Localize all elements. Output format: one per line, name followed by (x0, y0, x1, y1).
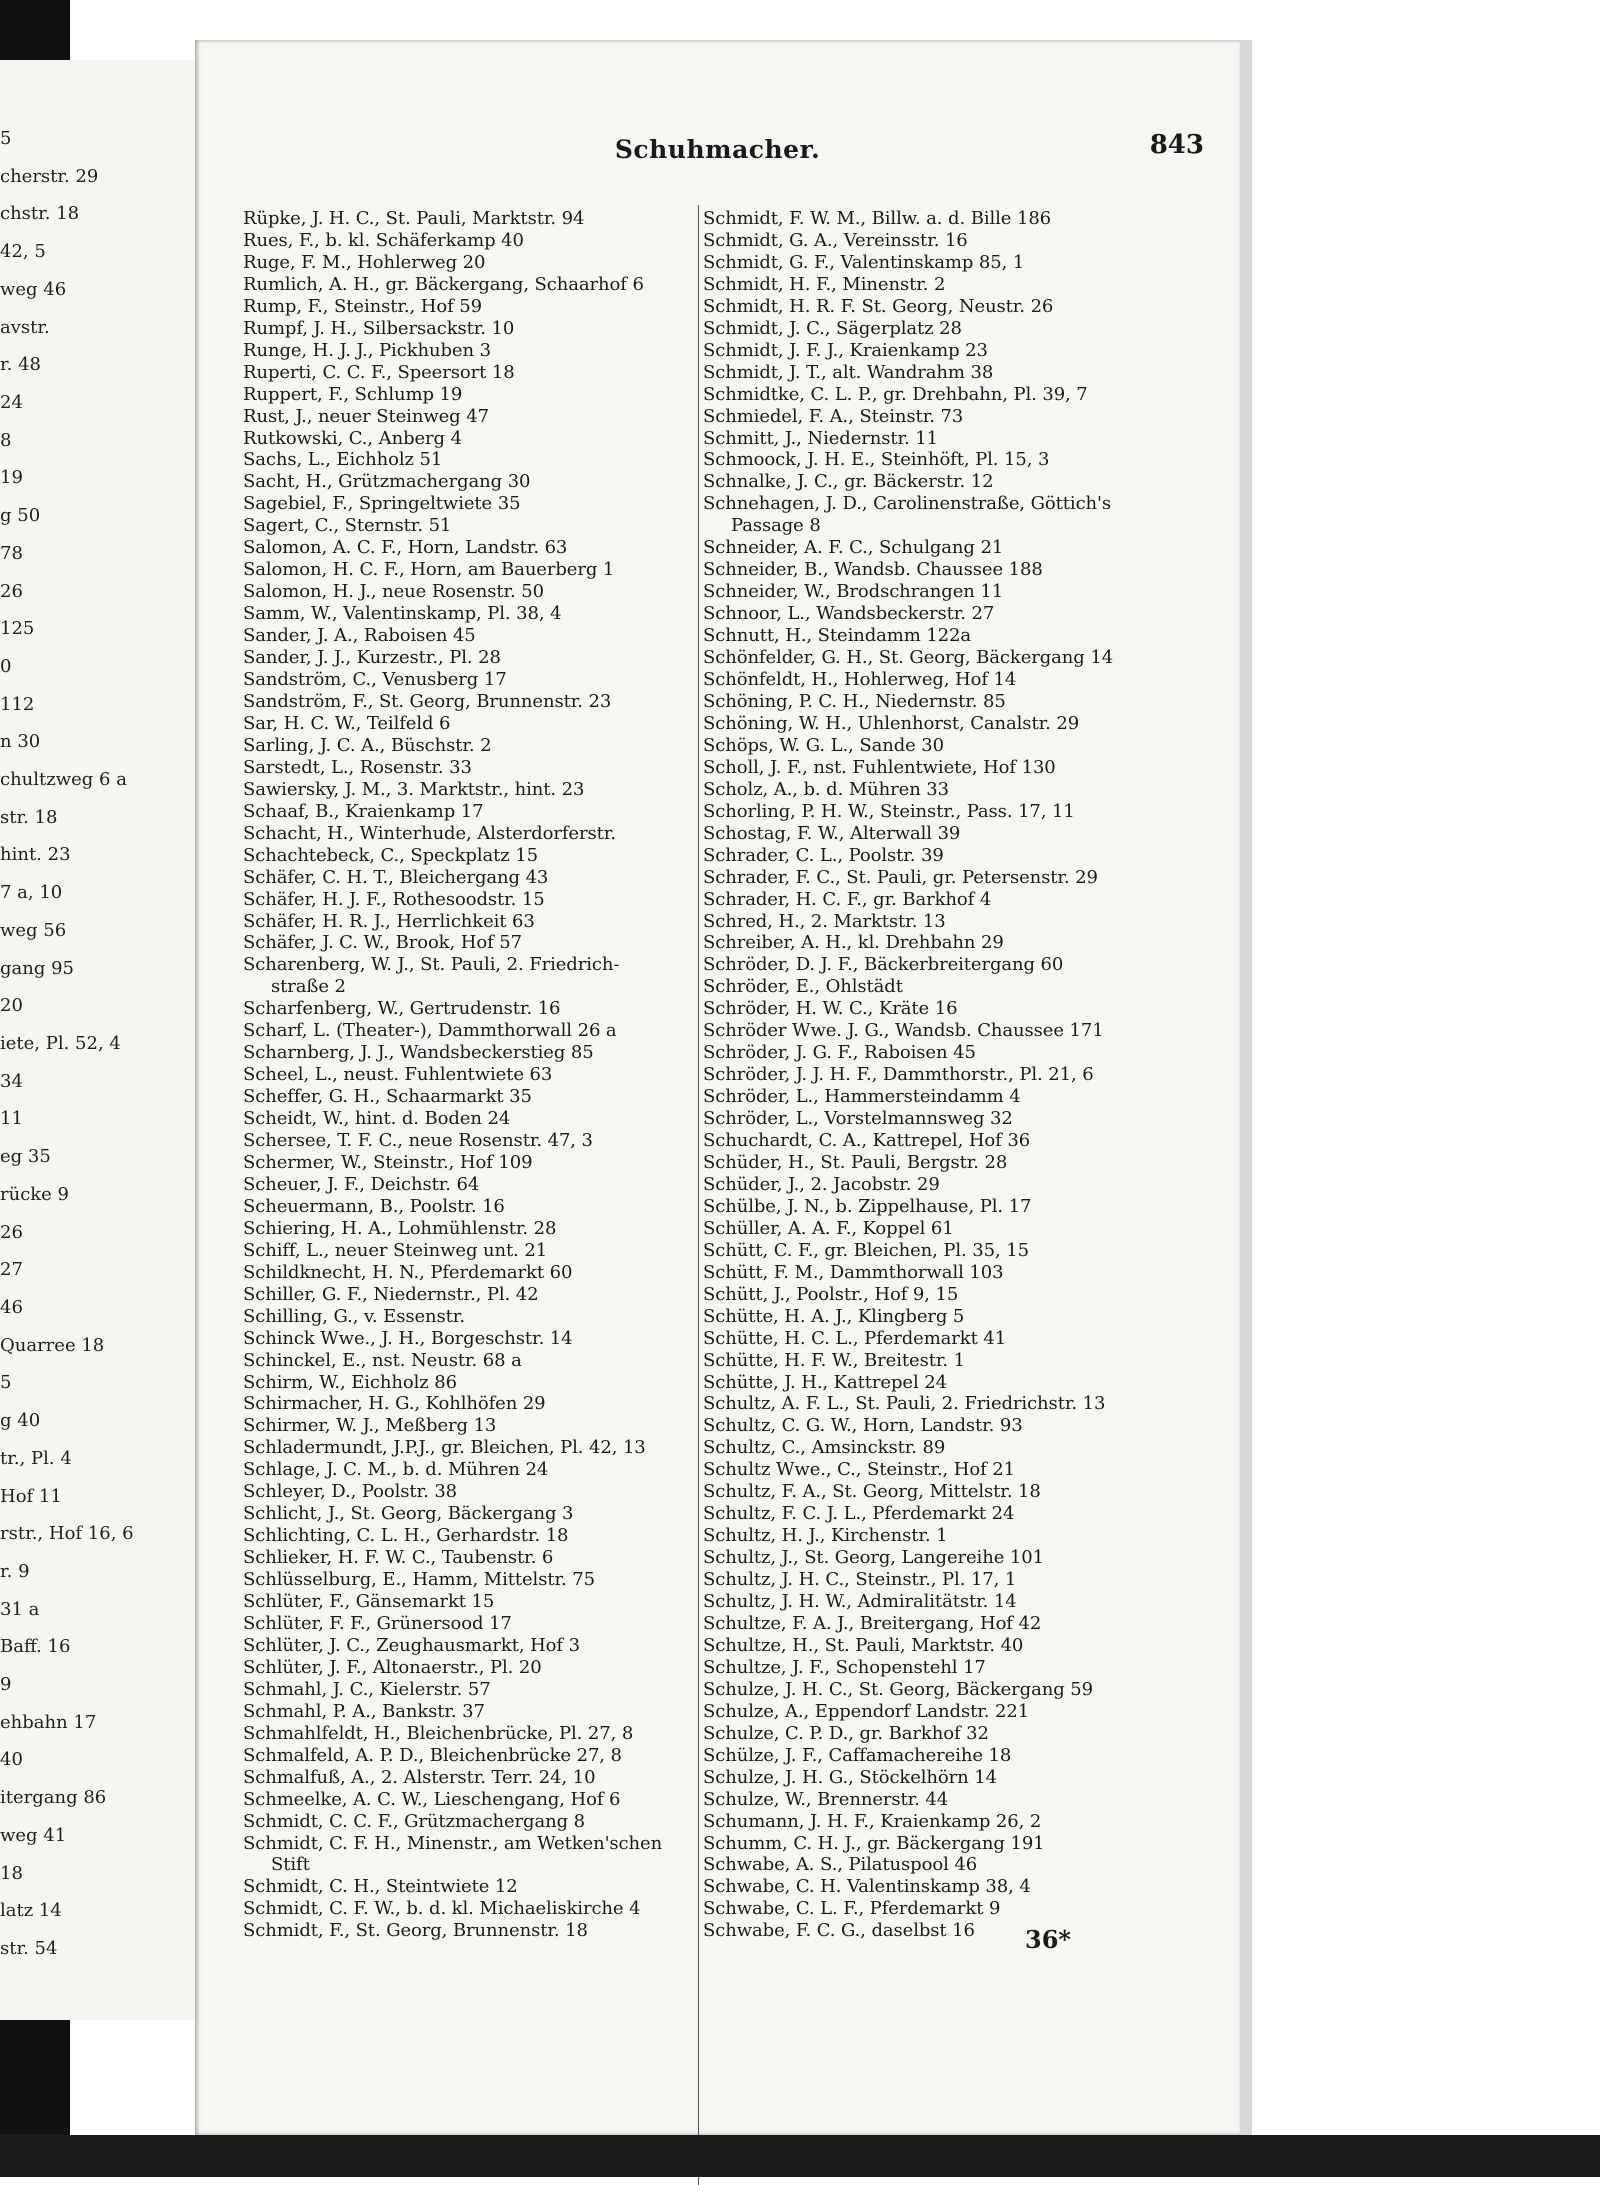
directory-entry: Schlüter, J. F., Altonaerstr., Pl. 20 (243, 1656, 542, 1678)
partial-entry-fragment: 42, 5 (0, 241, 46, 263)
directory-entry: Schrader, F. C., St. Pauli, gr. Petersenstr. 29 (703, 866, 1098, 888)
directory-entry: Schmahl, P. A., Bankstr. 37 (243, 1700, 485, 1722)
directory-entry: Schneider, A. F. C., Schulgang 21 (703, 537, 1004, 559)
directory-entry: Schäfer, H. R. J., Herrlichkeit 63 (243, 910, 535, 932)
directory-entry: Sarstedt, L., Rosenstr. 33 (243, 756, 472, 778)
directory-entry: Schrader, H. C. F., gr. Barkhof 4 (703, 888, 992, 910)
directory-entry: Schmidt, H. F., Minenstr. 2 (703, 273, 946, 295)
partial-entry-fragment: 26 (0, 1221, 23, 1243)
directory-entry: Schmidt, G. F., Valentinskamp 85, 1 (703, 251, 1025, 273)
directory-entry: Schütt, J., Poolstr., Hof 9, 15 (703, 1283, 959, 1305)
directory-entry: Sagebiel, F., Springeltwiete 35 (243, 493, 521, 515)
partial-entry-fragment: eg 35 (0, 1146, 51, 1168)
directory-entry: Schultz, F. C. J. L., Pferdemarkt 24 (703, 1503, 1015, 1525)
directory-entry: Schnehagen, J. D., Carolinenstraße, Göttich's (703, 493, 1112, 515)
directory-entry: Schwabe, C. H. Valentinskamp 38, 4 (703, 1876, 1031, 1898)
directory-entry: Schröder, D. J. F., Bäckerbreitergang 60 (703, 954, 1064, 976)
directory-entry: Schreiber, A. H., kl. Drehbahn 29 (703, 932, 1004, 954)
directory-entry: Schneider, W., Brodschrangen 11 (703, 581, 1004, 603)
partial-entry-fragment: tr., Pl. 4 (0, 1447, 72, 1469)
partial-entry-fragment: chultzweg 6 a (0, 769, 127, 791)
directory-entry: Rump, F., Steinstr., Hof 59 (243, 295, 482, 317)
directory-entry: Schultz, F. A., St. Georg, Mittelstr. 18 (703, 1481, 1041, 1503)
partial-entry-fragment: 11 (0, 1108, 23, 1130)
directory-entry: Schulze, J. H. G., Stöckelhörn 14 (703, 1766, 997, 1788)
directory-entry: Sawiersky, J. M., 3. Marktstr., hint. 23 (243, 778, 585, 800)
directory-entry: Schüder, H., St. Pauli, Bergstr. 28 (703, 1151, 1008, 1173)
directory-entry: Salomon, H. C. F., Horn, am Bauerberg 1 (243, 559, 615, 581)
directory-entry: Ruperti, C. C. F., Speersort 18 (243, 361, 515, 383)
directory-entry: Schönfeldt, H., Hohlerweg, Hof 14 (703, 669, 1017, 691)
partial-entry-fragment: Hof 11 (0, 1485, 62, 1507)
directory-entry: Schmalfeld, A. P. D., Bleichenbrücke 27, 8 (243, 1744, 622, 1766)
partial-entry-fragment: avstr. (0, 316, 50, 338)
directory-entry: Schöning, W. H., Uhlenhorst, Canalstr. 29 (703, 712, 1080, 734)
directory-entry: Schultz, J. H. C., Steinstr., Pl. 17, 1 (703, 1569, 1017, 1591)
directory-entry: Schütt, C. F., gr. Bleichen, Pl. 35, 15 (703, 1239, 1029, 1261)
partial-entry-fragment: str. 54 (0, 1938, 58, 1959)
directory-entry: Schmidt, C. H., Steintwiete 12 (243, 1876, 518, 1898)
directory-entry: Sar, H. C. W., Teilfeld 6 (243, 712, 451, 734)
partial-entry-fragment: 125 (0, 618, 35, 640)
previous-page-fragment (0, 60, 216, 2020)
partial-entry-fragment: 112 (0, 693, 35, 715)
page-number: 843 (1149, 130, 1204, 160)
partial-entry-fragment: 5 (0, 128, 12, 149)
directory-entry: Schiller, G. F., Niedernstr., Pl. 42 (243, 1283, 539, 1305)
directory-entry: Schäfer, C. H. T., Bleichergang 43 (243, 866, 549, 888)
directory-entry: Sandström, F., St. Georg, Brunnenstr. 23 (243, 690, 612, 712)
directory-entry: Schultz, C., Amsinckstr. 89 (703, 1437, 946, 1459)
directory-entry: Sachs, L., Eichholz 51 (243, 449, 443, 471)
partial-entry-fragment: weg 41 (0, 1824, 67, 1846)
partial-entry-fragment: hint. 23 (0, 844, 71, 866)
directory-entry: Schlieker, H. F. W. C., Taubenstr. 6 (243, 1547, 554, 1569)
partial-entry-fragment: r. 9 (0, 1560, 30, 1582)
partial-entry-fragment: 19 (0, 467, 23, 489)
directory-entry: Schmahl, J. C., Kielerstr. 57 (243, 1678, 491, 1700)
directory-entry: Schütte, J. H., Kattrepel 24 (703, 1371, 947, 1393)
partial-entry-fragment: 27 (0, 1259, 23, 1281)
directory-entry: Schumm, C. H. J., gr. Bäckergang 191 (703, 1832, 1045, 1854)
partial-entry-fragment: 18 (0, 1862, 23, 1884)
directory-entry: Schmidt, J. F. J., Kraienkamp 23 (703, 339, 988, 361)
page-title: Schuhmacher. (614, 135, 821, 164)
directory-entry: Schmidt, C. C. F., Grützmachergang 8 (243, 1810, 585, 1832)
partial-entry-fragment: gang 95 (0, 957, 74, 979)
directory-entry: Schuchardt, C. A., Kattrepel, Hof 36 (703, 1130, 1031, 1152)
directory-entry: Schultz, A. F. L., St. Pauli, 2. Friedrichstr. 13 (703, 1393, 1106, 1415)
directory-entry: Schmidt, G. A., Vereinsstr. 16 (703, 229, 968, 251)
partial-entry-fragment: n 30 (0, 731, 41, 753)
directory-entry: Schmahlfeldt, H., Bleichenbrücke, Pl. 27, 8 (243, 1722, 634, 1744)
partial-entry-fragment: r. 48 (0, 354, 41, 376)
directory-entry: Scharenberg, W. J., St. Pauli, 2. Friedrich- (243, 954, 620, 976)
directory-entry: Salomon, A. C. F., Horn, Landstr. 63 (243, 537, 568, 559)
directory-entry: Salomon, H. J., neue Rosenstr. 50 (243, 581, 544, 603)
directory-entry: Scheuermann, B., Poolstr. 16 (243, 1195, 505, 1217)
directory-entry: Schersee, T. F. C., neue Rosenstr. 47, 3 (243, 1130, 593, 1152)
directory-entry: Schmidtke, C. L. P., gr. Drehbahn, Pl. 39, 7 (703, 383, 1088, 405)
partial-entry-fragment: itergang 86 (0, 1787, 107, 1809)
partial-entry-fragment: 8 (0, 429, 12, 451)
partial-entry-fragment: cherstr. 29 (0, 165, 99, 187)
partial-entry-fragment: g 50 (0, 505, 41, 527)
directory-entry: Schöps, W. G. L., Sande 30 (703, 734, 944, 756)
partial-entry-fragment: 9 (0, 1674, 12, 1696)
directory-entry: Schröder Wwe. J. G., Wandsb. Chaussee 171 (703, 1020, 1104, 1042)
directory-entry: Schröder, L., Hammersteindamm 4 (703, 1086, 1021, 1108)
partial-entry-fragment: 7 a, 10 (0, 882, 63, 904)
directory-entry: Schülze, J. F., Caffamachereihe 18 (703, 1744, 1012, 1766)
directory-entry: Schmidt, H. R. F. St. Georg, Neustr. 26 (703, 295, 1054, 317)
directory-entry: Schmidt, C. F. W., b. d. kl. Michaeliskirche 4 (243, 1898, 641, 1920)
directory-entry: Schaaf, B., Kraienkamp 17 (243, 800, 484, 822)
directory-entry: Schäfer, H. J. F., Rothesoodstr. 15 (243, 888, 545, 910)
directory-entry: Schildknecht, H. N., Pferdemarkt 60 (243, 1261, 573, 1283)
directory-entry: Scholl, J. F., nst. Fuhlentwiete, Hof 130 (703, 756, 1056, 778)
directory-entry: straße 2 (271, 976, 346, 998)
directory-entry: Rüpke, J. H. C., St. Pauli, Marktstr. 94 (243, 208, 585, 229)
directory-entry: Scheel, L., neust. Fuhlentwiete 63 (243, 1064, 553, 1086)
directory-entry: Schinck Wwe., J. H., Borgeschstr. 14 (243, 1327, 573, 1349)
directory-entry: Schüder, J., 2. Jacobstr. 29 (703, 1173, 940, 1195)
directory-entry: Ruge, F. M., Hohlerweg 20 (243, 251, 486, 273)
directory-entry: Scharf, L. (Theater-), Dammthorwall 26 a (243, 1020, 617, 1042)
directory-entry: Scheuer, J. F., Deichstr. 64 (243, 1173, 480, 1195)
directory-entry: Scholz, A., b. d. Mühren 33 (703, 778, 950, 800)
page-edge (1240, 40, 1252, 2135)
partial-entry-fragment: 20 (0, 995, 23, 1017)
directory-entry: Scharfenberg, W., Gertrudenstr. 16 (243, 998, 561, 1020)
directory-entry: Schacht, H., Winterhude, Alsterdorferstr. (243, 822, 616, 844)
directory-entry: Schmitt, J., Niedernstr. 11 (703, 427, 939, 449)
directory-entry: Schulze, A., Eppendorf Landstr. 221 (703, 1700, 1030, 1722)
directory-entry: Schmidt, C. F. H., Minenstr., am Wetken'schen (243, 1832, 663, 1854)
directory-entry: Schmeelke, A. C. W., Lieschengang, Hof 6 (243, 1788, 621, 1810)
directory-entry: Schirmer, W. J., Meßberg 13 (243, 1415, 497, 1437)
directory-entry: Schred, H., 2. Marktstr. 13 (703, 910, 946, 932)
directory-entry: Samm, W., Valentinskamp, Pl. 38, 4 (243, 603, 562, 625)
left-column (243, 208, 718, 1942)
directory-entry: Scheffer, G. H., Schaarmarkt 35 (243, 1086, 532, 1108)
directory-entry: Schirmacher, H. G., Kohlhöfen 29 (243, 1393, 546, 1415)
directory-entry: Schultze, F. A. J., Breitergang, Hof 42 (703, 1613, 1042, 1634)
directory-entry: Schiering, H. A., Lohmühlenstr. 28 (243, 1217, 557, 1239)
partial-entry-fragment: rücke 9 (0, 1183, 70, 1205)
directory-entry: Schmidt, F. W. M., Billw. a. d. Bille 186 (703, 208, 1052, 229)
directory-entry: Schermer, W., Steinstr., Hof 109 (243, 1151, 533, 1173)
directory-entry: Schnutt, H., Steindamm 122a (703, 625, 972, 647)
directory-entry: Schmoock, J. H. E., Steinhöft, Pl. 15, 3 (703, 449, 1050, 471)
directory-entry: Schöning, P. C. H., Niedernstr. 85 (703, 690, 1006, 712)
directory-entry: Schlüter, F., Gänsemarkt 15 (243, 1591, 495, 1613)
directory-page (195, 40, 1240, 2135)
directory-entry: Schütt, F. M., Dammthorwall 103 (703, 1261, 1004, 1283)
directory-entry: Schultz, J., St. Georg, Langereihe 101 (703, 1547, 1044, 1569)
directory-entry: Schlage, J. C. M., b. d. Mühren 24 (243, 1459, 549, 1481)
directory-entry: Schirm, W., Eichholz 86 (243, 1371, 457, 1393)
partial-entry-fragment: iete, Pl. 52, 4 (0, 1033, 121, 1054)
directory-entry: Schultz, H. J., Kirchenstr. 1 (703, 1525, 948, 1547)
partial-entry-fragment: weg 46 (0, 278, 67, 300)
partial-entry-fragment: 78 (0, 542, 23, 564)
directory-entry: Schultze, H., St. Pauli, Marktstr. 40 (703, 1634, 1024, 1656)
directory-entry: Schmidt, J. C., Sägerplatz 28 (703, 317, 962, 339)
directory-entry: Schlicht, J., St. Georg, Bäckergang 3 (243, 1503, 574, 1525)
directory-entry: Schiff, L., neuer Steinweg unt. 21 (243, 1239, 548, 1261)
directory-entry: Schnalke, J. C., gr. Bäckerstr. 12 (703, 471, 994, 493)
directory-entry: Schachtebeck, C., Speckplatz 15 (243, 844, 538, 866)
partial-entry-fragment: ehbahn 17 (0, 1711, 97, 1733)
directory-entry: Sander, J. J., Kurzestr., Pl. 28 (243, 647, 501, 669)
directory-entry: Rues, F., b. kl. Schäferkamp 40 (243, 229, 524, 251)
directory-entry: Sander, J. A., Raboisen 45 (243, 625, 476, 647)
partial-entry-fragment: rstr., Hof 16, 6 (0, 1523, 134, 1545)
directory-entry: Schröder, J. G. F., Raboisen 45 (703, 1042, 976, 1064)
partial-entry-fragment: latz 14 (0, 1900, 62, 1922)
partial-entry-fragment: Baff. 16 (0, 1636, 71, 1658)
directory-entry: Schröder, L., Vorstelmannsweg 32 (703, 1108, 1013, 1130)
directory-entry: Rutkowski, C., Anberg 4 (243, 427, 462, 449)
scan-margin (0, 0, 1600, 40)
partial-entry-fragment: 0 (0, 655, 12, 677)
partial-entry-fragment: 26 (0, 580, 23, 602)
partial-entry-fragment: 24 (0, 391, 23, 413)
directory-entry: Schulze, W., Brennerstr. 44 (703, 1788, 949, 1810)
directory-entry: Schütte, H. A. J., Klingberg 5 (703, 1305, 965, 1327)
directory-entry: Sandström, C., Venusberg 17 (243, 669, 507, 691)
directory-entry: Schladermundt, J.P.J., gr. Bleichen, Pl. 42, 13 (243, 1437, 646, 1459)
directory-entry: Scharnberg, J. J., Wandsbeckerstieg 85 (243, 1042, 594, 1064)
directory-entry: Rumpf, J. H., Silbersackstr. 10 (243, 317, 515, 339)
scan-bottom-edge (0, 2135, 1600, 2177)
directory-entry: Schlüter, J. C., Zeughausmarkt, Hof 3 (243, 1634, 580, 1656)
directory-entry: Schneider, B., Wandsb. Chaussee 188 (703, 559, 1043, 581)
right-column (703, 208, 1203, 1942)
directory-entry: Rust, J., neuer Steinweg 47 (243, 405, 489, 427)
directory-entry: Sacht, H., Grützmachergang 30 (243, 471, 531, 493)
directory-entry: Schmidt, J. T., alt. Wandrahm 38 (703, 361, 994, 383)
directory-entry: Schönfelder, G. H., St. Georg, Bäckergang 14 (703, 647, 1114, 669)
directory-entry: Schlüsselburg, E., Hamm, Mittelstr. 75 (243, 1569, 595, 1591)
directory-entry: Schnoor, L., Wandsbeckerstr. 27 (703, 603, 995, 625)
directory-entry: Schröder, J. J. H. F., Dammthorstr., Pl. 21, 6 (703, 1064, 1094, 1086)
directory-entry: Schulze, C. P. D., gr. Barkhof 32 (703, 1722, 989, 1744)
directory-entry: Schultze, J. F., Schopenstehl 17 (703, 1656, 986, 1678)
directory-entry: Scheidt, W., hint. d. Boden 24 (243, 1108, 511, 1130)
directory-entry: Schmidt, F., St. Georg, Brunnenstr. 18 (243, 1920, 588, 1942)
directory-entry: Rumlich, A. H., gr. Bäckergang, Schaarhof 6 (243, 273, 644, 295)
directory-entry: Schäfer, J. C. W., Brook, Hof 57 (243, 932, 522, 954)
directory-entry: Schilling, G., v. Essenstr. (243, 1305, 465, 1327)
directory-entry: Schröder, E., Ohlstädt (703, 976, 903, 998)
directory-entry: Schwabe, F. C. G., daselbst 16 (703, 1920, 975, 1942)
directory-entry: Runge, H. J. J., Pickhuben 3 (243, 339, 491, 361)
directory-entry: Schorling, P. H. W., Steinstr., Pass. 17, 11 (703, 800, 1075, 822)
directory-entry: Schmiedel, F. A., Steinstr. 73 (703, 405, 964, 427)
partial-entry-fragment: Quarree 18 (0, 1334, 105, 1356)
directory-entry: Schütte, H. C. L., Pferdemarkt 41 (703, 1327, 1007, 1349)
directory-entry: Schlichting, C. L. H., Gerhardstr. 18 (243, 1525, 569, 1547)
directory-entry: Schlüter, F. F., Grünersood 17 (243, 1613, 512, 1634)
partial-entry-fragment: g 40 (0, 1410, 41, 1432)
partial-entry-fragment: 31 a (0, 1598, 40, 1620)
printer-signature: 36* (1025, 1925, 1071, 1954)
partial-entry-fragment: 40 (0, 1749, 23, 1771)
directory-entry: Schinckel, E., nst. Neustr. 68 a (243, 1349, 522, 1371)
directory-entry: Schwabe, C. L. F., Pferdemarkt 9 (703, 1898, 1001, 1920)
directory-entry: Schulze, J. H. C., St. Georg, Bäckergang 59 (703, 1678, 1093, 1700)
partial-entry-fragment: weg 56 (0, 919, 67, 941)
directory-entry: Schumann, J. H. F., Kraienkamp 26, 2 (703, 1810, 1042, 1832)
partial-entry-fragment: str. 18 (0, 806, 58, 828)
directory-entry: Sarling, J. C. A., Büschstr. 2 (243, 734, 492, 756)
partial-entry-fragment: 5 (0, 1372, 12, 1394)
directory-entry: Schultz Wwe., C., Steinstr., Hof 21 (703, 1459, 1015, 1481)
directory-entry: Schüller, A. A. F., Koppel 61 (703, 1217, 954, 1239)
directory-entry: Schwabe, A. S., Pilatuspool 46 (703, 1854, 978, 1876)
directory-entry: Stift (271, 1854, 310, 1876)
directory-entry: Schultz, C. G. W., Horn, Landstr. 93 (703, 1415, 1023, 1437)
directory-entry: Ruppert, F., Schlump 19 (243, 383, 463, 405)
directory-entry: Sagert, C., Sternstr. 51 (243, 515, 452, 537)
directory-entry: Schröder, H. W. C., Kräte 16 (703, 998, 958, 1020)
partial-entry-fragment: chstr. 18 (0, 203, 80, 225)
directory-entry: Schultz, J. H. W., Admiralitätstr. 14 (703, 1591, 1017, 1613)
partial-entry-fragment: 46 (0, 1296, 23, 1318)
directory-entry: Passage 8 (731, 515, 821, 537)
directory-entry: Schleyer, D., Poolstr. 38 (243, 1481, 458, 1503)
directory-entry: Schostag, F. W., Alterwall 39 (703, 822, 961, 844)
directory-entry: Schrader, C. L., Poolstr. 39 (703, 844, 944, 866)
partial-entry-fragment: 34 (0, 1070, 23, 1092)
directory-entry: Schülbe, J. N., b. Zippelhause, Pl. 17 (703, 1195, 1032, 1217)
directory-entry: Schütte, H. F. W., Breitestr. 1 (703, 1349, 965, 1371)
directory-entry: Schmalfuß, A., 2. Alsterstr. Terr. 24, 10 (243, 1766, 596, 1788)
